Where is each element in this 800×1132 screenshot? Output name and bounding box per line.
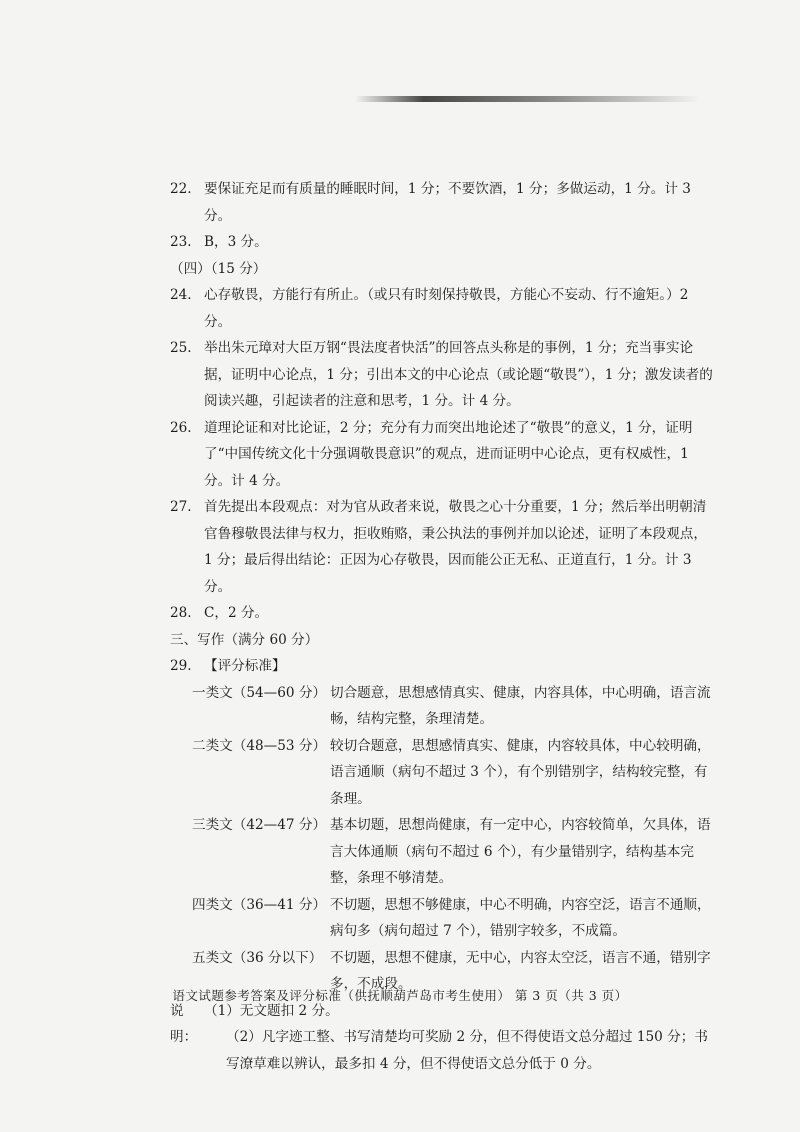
answer-item-24 [170, 282, 715, 335]
scoring-criteria-label: 【评分标准】 [204, 658, 286, 674]
criteria-description: 切合题意，思想感情真实、健康，内容具体，中心明确，语言流畅，结构完整，条理清楚。 [330, 684, 711, 727]
item-text: 道理论证和对比论证，2 分；充分有力而突出地论述了“敬畏”的意义，1 分，证明了“中国传统文化十分强调敬畏意识”的观点，进而证明中心论点，更有权威性，1 分。计 4 分。 [204, 419, 693, 489]
scan-artifact [355, 96, 700, 102]
item-text: 首先提出本段观点：对为官从政者来说，敬畏之心十分重要，1 分；然后举出明朝清官鲁穆敬畏法律与权力，拒收贿赂，秉公执法的事例并加以论述，证明了本段观点，1 分；最后得出结论：正因为心存敬畏，因而能公正无私、正道直行，1 分。计 3 分。 [204, 499, 707, 595]
item-text: C，2 分。 [204, 605, 269, 621]
answer-item-25 [170, 335, 715, 415]
criteria-grade: 一类文（54—60 分） [192, 684, 327, 701]
answer-content [170, 176, 715, 1077]
criteria-row [192, 733, 715, 813]
criteria-row [192, 892, 715, 945]
item-number: 23. [170, 234, 192, 250]
notes [170, 998, 715, 1078]
answer-item-29 [170, 653, 715, 680]
page-footer: 语文试题参考答案及评分标准（供抚顺葫芦岛市考生使用） 第 3 页（共 3 页） [172, 988, 628, 1003]
item-number: 27. [170, 499, 192, 515]
criteria-grade: 四类文（36—41 分） [192, 896, 327, 913]
criteria-grade: 三类文（42—47 分） [192, 817, 327, 833]
item-text: 举出朱元璋对大臣万钢“畏法度者快活”的回答点头称是的事例，1 分；充当事实论据，证明中心论点，1 分；引出本文的中心论点（或论题“敬畏”），1 分；激发读者的阅读兴趣，引起读者的注意和思考，1 分。计 4 分。 [204, 340, 713, 409]
criteria-row [192, 812, 715, 892]
answer-item-22 [170, 176, 715, 229]
notes-body [204, 998, 715, 1078]
item-number: 25. [170, 340, 192, 356]
answer-item-23 [170, 229, 715, 256]
notes-label: 说明： [170, 1002, 198, 1045]
item-text: 要保证充足而有质量的睡眠时间，1 分；不要饮酒，1 分；多做运动，1 分。计 3 分。 [204, 181, 691, 224]
answer-item-28 [170, 600, 715, 627]
criteria-description: 不切题，思想不健康，无中心，内容太空泛，语言不通，错别字多，不成段。 [330, 949, 711, 992]
criteria-grade: 二类文（48—53 分） [192, 737, 327, 754]
item-number: 29. [170, 658, 192, 674]
criteria-description: 基本切题，思想尚健康，有一定中心，内容较简单，欠具体，语言大体通顺（病句不超过 6 个），有少量错别字，结构基本完整，条理不够清楚。 [330, 817, 711, 886]
criteria-description: 不切题，思想不够健康，中心不明确，内容空泛，语言不通顺，病句多（病句超过 7 个），错别字较多，不成篇。 [330, 896, 711, 939]
note-2: （2）凡字迹工整、书写清楚均可奖励 2 分，但不得使语文总分超过 150 分；书写潦草难以辨认，最多扣 4 分，但不得使语文总分低于 0 分。 [226, 1029, 708, 1072]
item-number: 22. [170, 181, 192, 197]
criteria-row [192, 680, 715, 733]
item-number: 28. [170, 605, 192, 621]
section-heading-4: （四）（15 分） [170, 260, 267, 277]
item-text: B，3 分。 [204, 234, 268, 250]
answer-item-26 [170, 415, 715, 495]
item-number: 26. [170, 419, 192, 436]
item-text: 心存敬畏，方能行有所止。（或只有时刻保持敬畏，方能心不妄动、行不逾矩。）2 分。 [204, 287, 689, 330]
criteria-description: 较切合题意，思想感情真实、健康，内容较具体，中心较明确，语言通顺（病句不超过 3 个），有个别错别字，结构较完整，有条理。 [330, 737, 711, 807]
criteria-grade: 五类文（36 分以下） [192, 949, 323, 966]
answer-item-27 [170, 494, 715, 600]
note-1: （1）无文题扣 2 分。 [204, 1002, 339, 1019]
section-heading-writing: 三、写作（满分 60 分） [170, 631, 319, 648]
item-number: 24. [170, 287, 192, 303]
criteria-list [192, 680, 715, 998]
